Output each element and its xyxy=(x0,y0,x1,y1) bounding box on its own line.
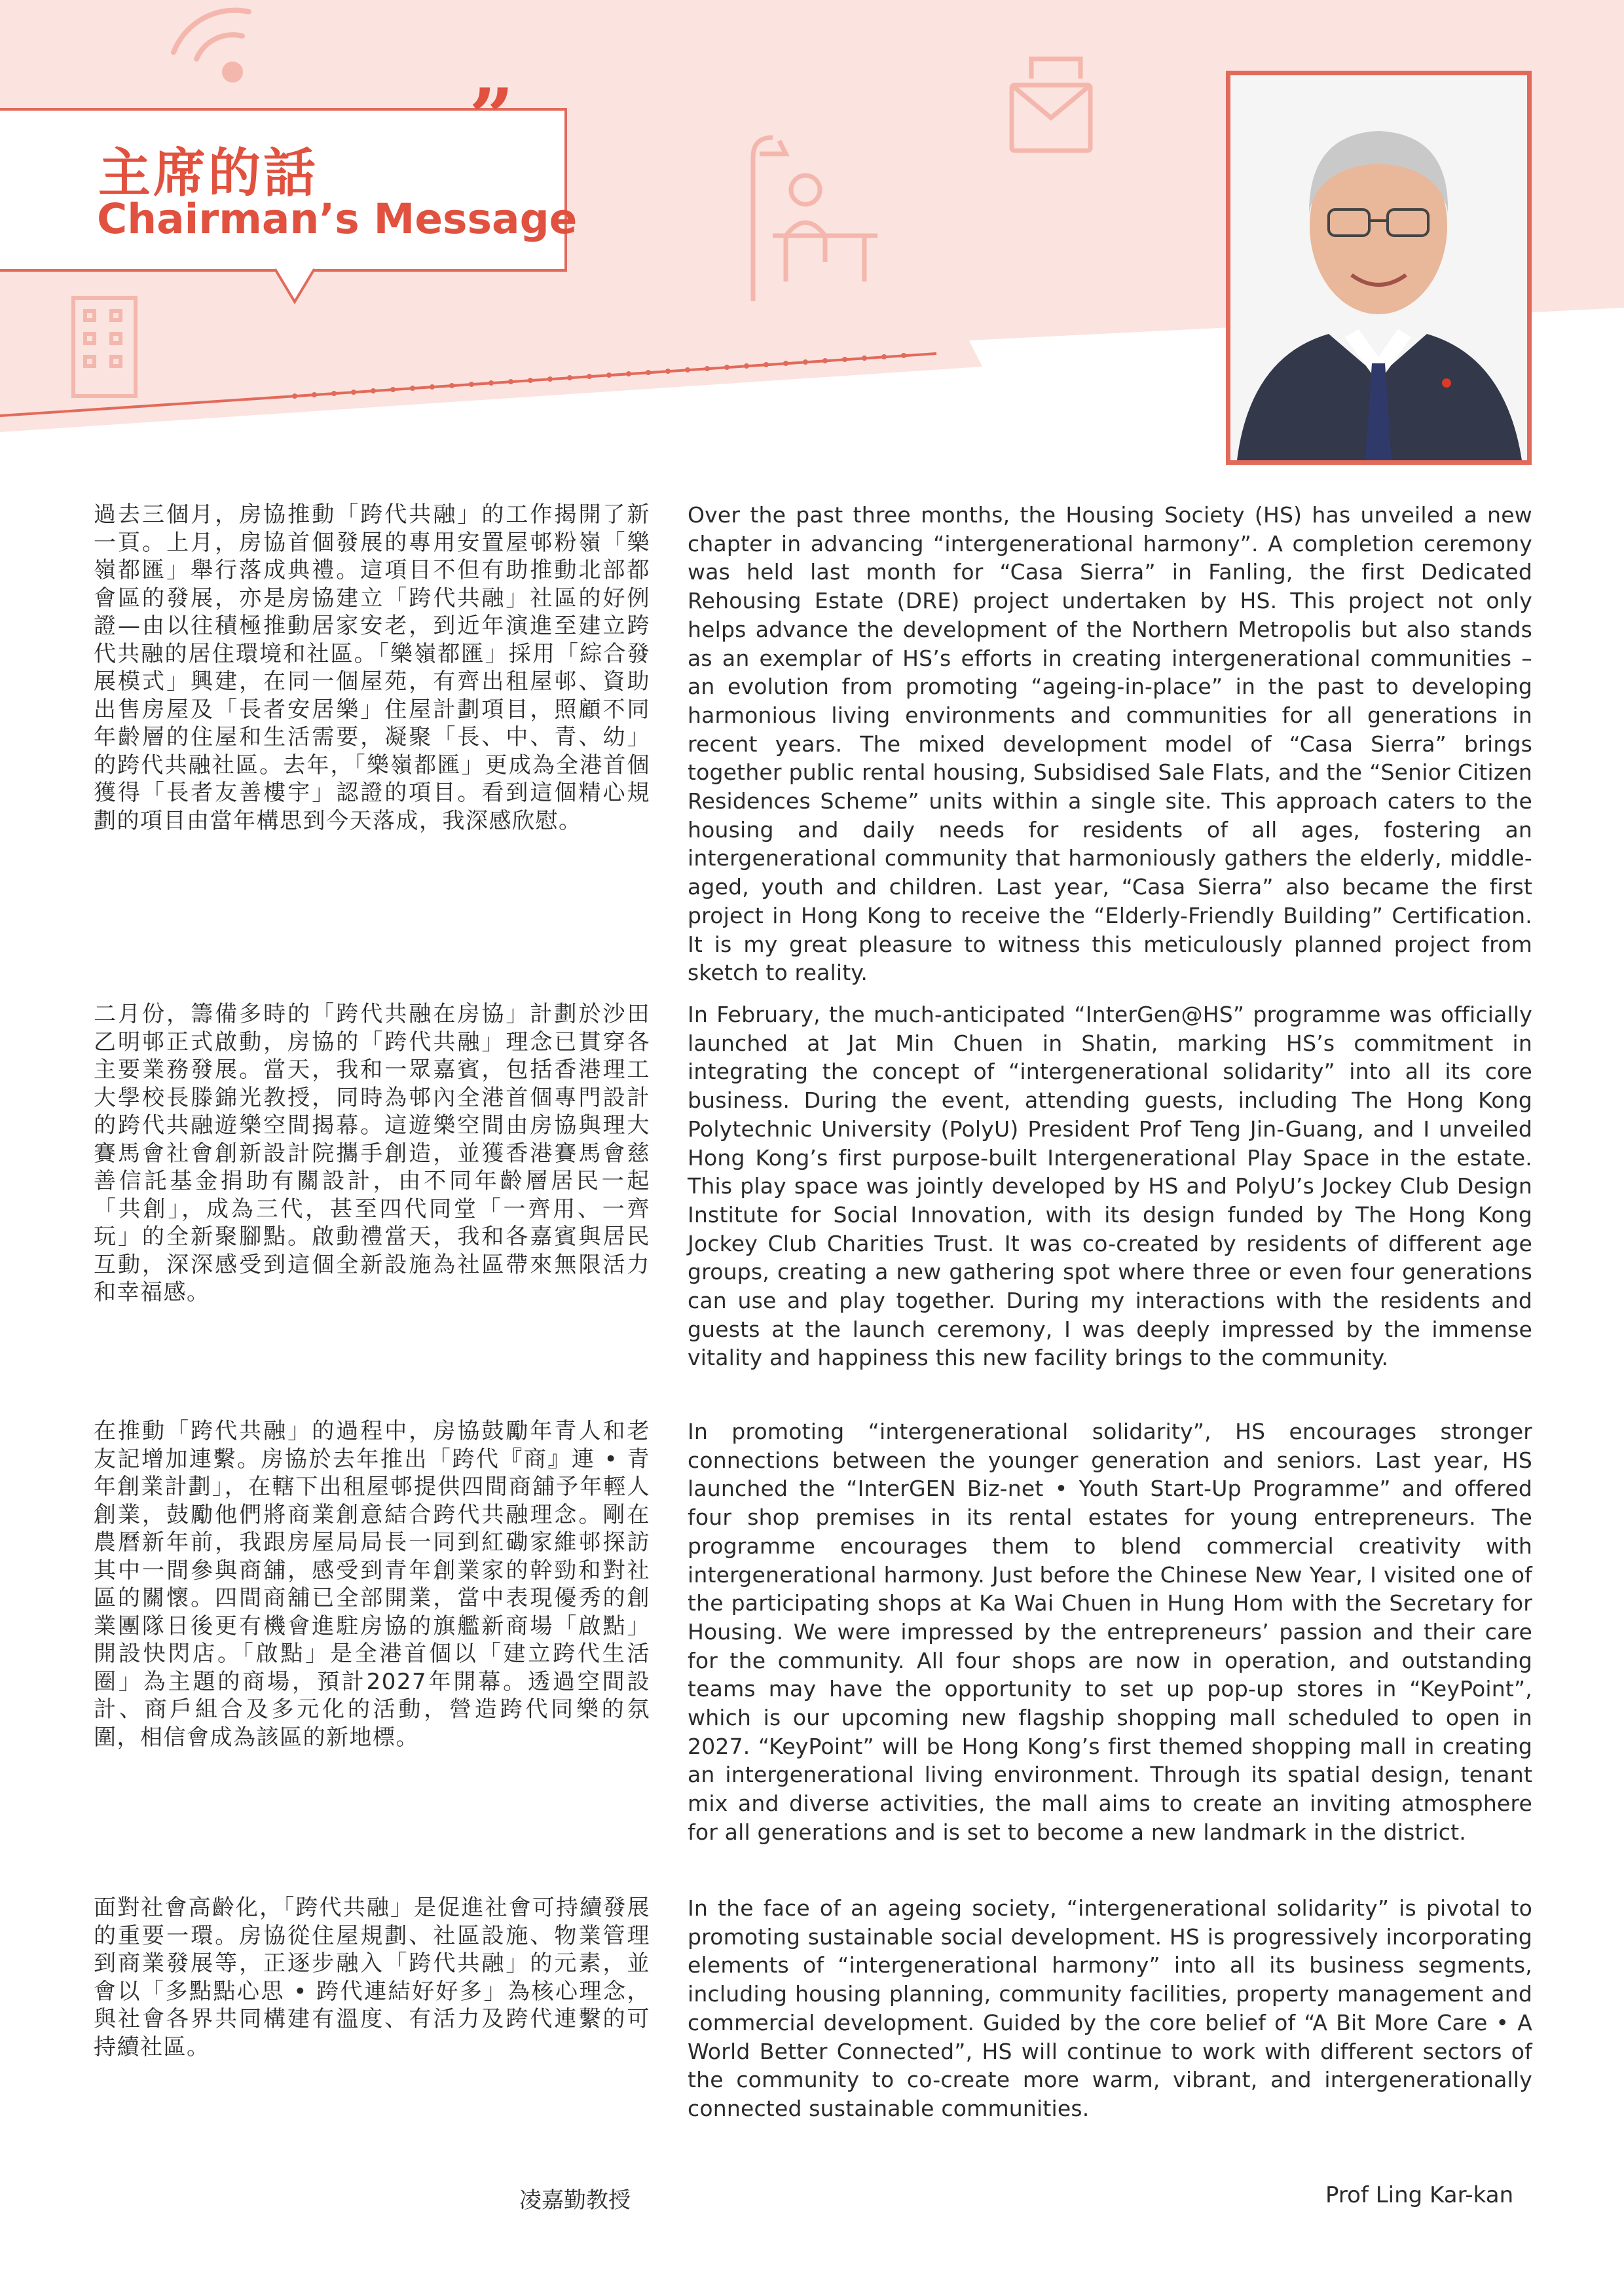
chairman-portrait xyxy=(1226,71,1532,465)
portrait-illustration xyxy=(1230,75,1527,460)
en-paragraph-3: In promoting “intergenerational solidarity”, HS encourages stronger connections between the younger generation and seniors. Last year, HS launched the “InterGEN Biz-net • Youth Start-Up Programme” and offered four shop premises in its rental estates for young entrepreneurs. The programme encourages them to blend commercial creativity with intergenerational harmony. Just before the Chinese New Year, I visited one of the participating shops at Ka Wai Chuen in Hung Hom with the Secretary for Housing. We were impressed by the entrepreneurs’ passion and their care for the community. All four shops are now in operation, and outstanding teams may have the opportunity to set up pop-up stores in “KeyPoint”, which is our upcoming new flagship shopping mall scheduled to open in 2027. “KeyPoint” will be Hong Kong’s first themed shopping mall in creating an intergenerational living environment. Through its spatial design, tenant mix and diverse activities, the mall aims to create an inviting atmosphere for all generations and is set to become a new landmark in the district. xyxy=(688,1419,1532,1845)
en-paragraph-2: In February, the much-anticipated “InterGen@HS” programme was officially launched at Jat Min Chuen in Shatin, marking HS’s commitment in integrating the concept of “intergenerational solidarity” into all its core business. During the event, attending guests, including The Hong Kong Polytechnic University (PolyU) President Prof Teng Jin-Guang, and I unveiled Hong Kong’s first purpose-built Intergenerational Play Space in the estate. This play space was jointly developed by HS and PolyU’s Jockey Club Design Institute for Social Innovation, with its design funded by The Hong Kong Jockey Club Charities Trust. It was co-created by residents of different age groups, creating a new gathering spot where three or even four generations can use and play together. During my interactions with the residents and guests at the launch ceremony, I was deeply impressed by the immense vitality and happiness this new facility brings to the community. xyxy=(688,1002,1532,1371)
zh-paragraph-1: 過去三個月，房協推動「跨代共融」的工作揭開了新一頁。上月，房協首個發展的專用安置屋邨粉嶺「樂嶺都匯」舉行落成典禮。這項目不但有助推動北部都會區的發展，亦是房協建立「跨代共融」社區的好例證—由以往積極推動居家安老，到近年演進至建立跨代共融的居住環境和社區。「樂嶺都匯」採用「綜合發展模式」興建，在同一個屋苑，有齊出租屋邨、資助出售房屋及「長者安居樂」住屋計劃項目，照顧不同年齡層的住屋和生活需要，凝聚「長、中、青、幼」的跨代共融社區。去年，「樂嶺都匯」更成為全港首個獲得「長者友善樓宇」認證的項目。看到這個精心規劃的項目由當年構思到今天落成，我深感欣慰。 xyxy=(94,501,650,834)
signature-zh: 凌嘉勤教授 xyxy=(519,2187,631,2214)
quote-mark-icon: ” xyxy=(469,71,515,164)
signature-en: Prof Ling Kar-kan xyxy=(1325,2182,1514,2208)
zh-paragraph-3: 在推動「跨代共融」的過程中，房協鼓勵年青人和老友記增加連繫。房協於去年推出「跨代『商』連 • 青年創業計劃」，在轄下出租屋邨提供四間商舖予年輕人創業，鼓勵他們將商業創意結合跨代共融理念。剛在農曆新年前，我跟房屋局局長一同到紅磡家維邨探訪其中一間參與商舖，感受到青年創業家的幹勁和對社區的關懷。四間商舖已全部開業，當中表現優秀的創業團隊日後更有機會進駐房協的旗艦新商場「啟點」開設快閃店。「啟點」是全港首個以「建立跨代生活圈」為主題的商場，預計2027年開幕。透過空間設計、商戶組合及多元化的活動，營造跨代同樂的氛圍，相信會成為該區的新地標。 xyxy=(94,1418,650,1751)
page-title-zh: 主席的話 xyxy=(98,143,318,204)
zh-paragraph-4: 面對社會高齡化，「跨代共融」是促進社會可持續發展的重要一環。房協從住屋規劃、社區設施、物業管理到商業發展等，正逐步融入「跨代共融」的元素，並會以「多點點心思 • 跨代連結好好多」為核心理念，與社會各界共同構建有溫度、有活力及跨代連繫的可持續社區。 xyxy=(94,1895,650,2060)
page-title-en: Chairman’s Message xyxy=(97,195,578,243)
en-paragraph-1: Over the past three months, the Housing Society (HS) has unveiled a new chapter in advancing “intergenerational harmony”. A completion ceremony was held last month for “Casa Sierra” in Fanling, the first Dedicated Rehousing Estate (DRE) project undertaken by HS. This project not only helps advance the development of the Northern Metropolis but also stands as an exemplar of HS’s efforts in creating intergenerational communities – an evolution from promoting “ageing-in-place” in the past to developing harmonious living environments and communities for all generations in recent years. The mixed development model of “Casa Sierra” brings together public rental housing, Subsidised Sale Flats, and the “Senior Citizen Residences Scheme” units within a single site. This approach caters to the housing and daily needs for residents of all ages, fostering an intergenerational community that harmoniously gathers the elderly, middle-aged, youth and children. Last year, “Casa Sierra” also became the first project in Hong Kong to receive the “Elderly-Friendly Building” Certification. It is my great pleasure to witness this meticulously planned project from sketch to reality. xyxy=(688,502,1532,986)
zh-paragraph-2: 二月份，籌備多時的「跨代共融在房協」計劃於沙田乙明邨正式啟動，房協的「跨代共融」理念已貫穿各主要業務發展。當天，我和一眾嘉賓，包括香港理工大學校長滕錦光教授，同時為邨內全港首個專門設計的跨代共融遊樂空間揭幕。這遊樂空間由房協與理大賽馬會社會創新設計院攜手創造，並獲香港賽馬會慈善信託基金捐助有關設計，由不同年齡層居民一起「共創」，成為三代，甚至四代同堂「一齊用、一齊玩」的全新聚腳點。啟動禮當天，我和各嘉賓與居民互動，深深感受到這個全新設施為社區帶來無限活力和幸福感。 xyxy=(94,1001,650,1305)
speech-box-tail xyxy=(275,268,327,304)
en-paragraph-4: In the face of an ageing society, “intergenerational solidarity” is pivotal to promoting sustainable social development. HS is progressively incorporating elements of “intergenerational harmony” into all its business segments, including housing planning, community facilities, property management and commercial development. Guided by the core belief of “A Bit More Care • A World Better Connected”, HS will continue to work with different sectors of the community to co-create more warm, vibrant, and intergenerationally connected sustainable communities. xyxy=(688,1895,1532,2121)
